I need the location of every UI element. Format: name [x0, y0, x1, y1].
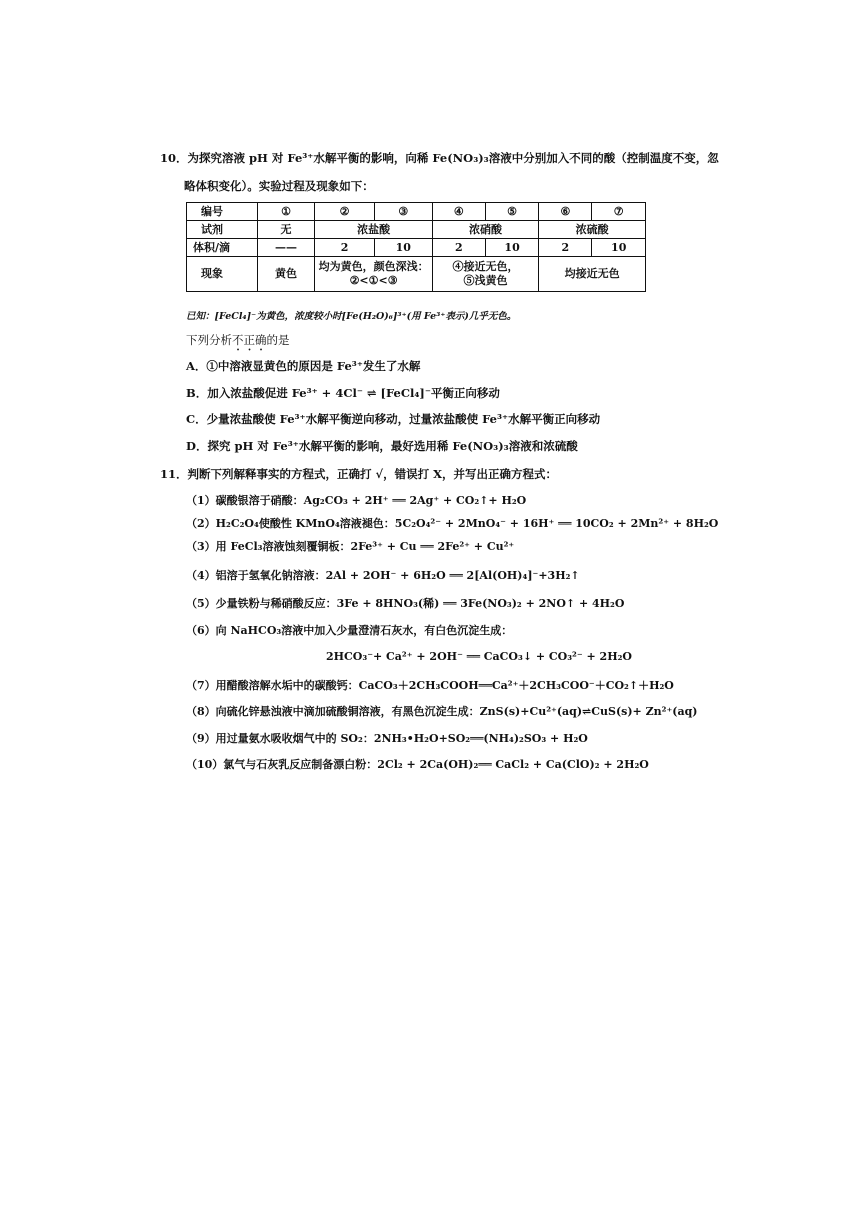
q10-stem-line1: 10．为探究溶液 pH 对 Fe³⁺水解平衡的影响，向稀 Fe(NO₃)₃溶液中分别加入不同的酸（控制温度不变，忽 — [160, 151, 719, 165]
volume-7: 10 — [592, 239, 646, 257]
option-b: B．加入浓盐酸促进 Fe³⁺ + 4Cl⁻ ⇌ [FeCl₄]⁻平衡正向移动 — [186, 386, 500, 400]
row-label-reagent: 试剂 — [187, 221, 258, 239]
reagent-hcl: 浓盐酸 — [315, 221, 432, 239]
reagent-hno3: 浓硝酸 — [432, 221, 539, 239]
id-1: ① — [257, 203, 315, 221]
q11-item-5: （5）少量铁粉与稀硝酸反应：3Fe + 8HNO₃(稀) ══ 3Fe(NO₃)₂ + 2NO↑ + 4H₂O — [186, 597, 625, 610]
prompt-pre: 下列分析 — [186, 333, 232, 347]
volume-5: 10 — [485, 239, 539, 257]
q11-item-8: （8）向硫化锌悬浊液中滴加硫酸铜溶液，有黑色沉淀生成：ZnS(s)+Cu²⁺(aq)⇌CuS(s)+ Zn²⁺(aq) — [186, 705, 698, 718]
q11-item-10: （10）氯气与石灰乳反应制备漂白粉：2Cl₂ + 2Ca(OH)₂══ CaCl₂ + Ca(ClO)₂ + 2H₂O — [186, 758, 649, 771]
phenomenon-hno3-line1: ④接近无色， — [452, 260, 519, 273]
q11-item-6-equation: 2HCO₃⁻+ Ca²⁺ + 2OH⁻ ══ CaCO₃↓ + CO₃²⁻ + 2H₂O — [326, 650, 633, 663]
q11-stem: 11．判断下列解释事实的方程式，正确打 √，错误打 X，并写出正确方程式： — [160, 467, 557, 481]
phenomenon-hno3-line2: ⑤浅黄色 — [463, 274, 508, 287]
table-row-reagents — [187, 221, 646, 239]
option-a: A．①中溶液显黄色的原因是 Fe³⁺发生了水解 — [186, 359, 421, 373]
q11-item-2: （2）H₂C₂O₄使酸性 KMnO₄溶液褪色：5C₂O₄²⁻ + 2MnO₄⁻ + 16H⁺ ══ 10CO₂ + 2Mn²⁺ + 8H₂O — [186, 517, 719, 530]
prompt-emphasis: 不正确 — [232, 333, 267, 347]
q11-item-3: （3）用 FeCl₃溶液蚀刻覆铜板：2Fe³⁺ + Cu ══ 2Fe²⁺ + Cu²⁺ — [186, 540, 515, 553]
phenomenon-h2so4: 均接近无色 — [539, 257, 646, 292]
id-2: ② — [315, 203, 374, 221]
experiment-table — [186, 202, 646, 292]
q10-note: 已知：[FeCl₄]⁻为黄色，浓度较小时[Fe(H₂O)₆]³⁺(用 Fe³⁺表示)几乎无色。 — [186, 311, 517, 322]
volume-3: 10 — [374, 239, 432, 257]
prompt-post: 的是 — [266, 333, 290, 347]
row-label-phenomenon: 现象 — [187, 257, 258, 292]
phenomenon-1: 黄色 — [257, 257, 315, 292]
phenomenon-hcl — [315, 257, 432, 292]
q10-stem-line2: 略体积变化）。实验过程及现象如下： — [184, 179, 374, 193]
reagent-h2so4: 浓硫酸 — [539, 221, 646, 239]
volume-1: —— — [257, 239, 315, 257]
id-7: ⑦ — [592, 203, 646, 221]
option-c: C．少量浓盐酸使 Fe³⁺水解平衡逆向移动，过量浓盐酸使 Fe³⁺水解平衡正向移动 — [186, 412, 601, 426]
row-label-volume: 体积/滴 — [187, 239, 258, 257]
option-d: D．探究 pH 对 Fe³⁺水解平衡的影响，最好选用稀 Fe(NO₃)₃溶液和浓硫酸 — [186, 439, 578, 453]
q10-prompt — [186, 332, 290, 354]
table-row-ids — [187, 203, 646, 221]
phenomenon-hno3 — [432, 257, 539, 292]
q11-item-9: （9）用过量氨水吸收烟气中的 SO₂：2NH₃•H₂O+SO₂══(NH₄)₂SO₃ + H₂O — [186, 732, 588, 745]
phenomenon-hcl-line2: ②<①<③ — [349, 274, 398, 287]
row-label-id: 编号 — [187, 203, 258, 221]
id-3: ③ — [374, 203, 432, 221]
id-5: ⑤ — [485, 203, 539, 221]
table-row-volumes — [187, 239, 646, 257]
phenomenon-hcl-line1: 均为黄色，颜色深浅： — [318, 260, 429, 273]
id-6: ⑥ — [539, 203, 592, 221]
volume-2: 2 — [315, 239, 374, 257]
q11-item-1: （1）碳酸银溶于硝酸：Ag₂CO₃ + 2H⁺ ══ 2Ag⁺ + CO₂↑+ H₂O — [186, 494, 527, 507]
q11-item-7: （7）用醋酸溶解水垢中的碳酸钙：CaCO₃＋2CH₃COOH══Ca²⁺＋2CH₃COO⁻＋CO₂↑＋H₂O — [186, 679, 674, 692]
q11-item-4: （4）铝溶于氢氧化钠溶液：2Al + 2OH⁻ + 6H₂O ══ 2[Al(OH)₄]⁻+3H₂↑ — [186, 569, 580, 582]
volume-6: 2 — [539, 239, 592, 257]
q11-item-6: （6）向 NaHCO₃溶液中加入少量澄清石灰水，有白色沉淀生成： — [186, 624, 513, 637]
volume-4: 2 — [432, 239, 485, 257]
table-row-phenomena — [187, 257, 646, 292]
id-4: ④ — [432, 203, 485, 221]
reagent-1: 无 — [257, 221, 315, 239]
